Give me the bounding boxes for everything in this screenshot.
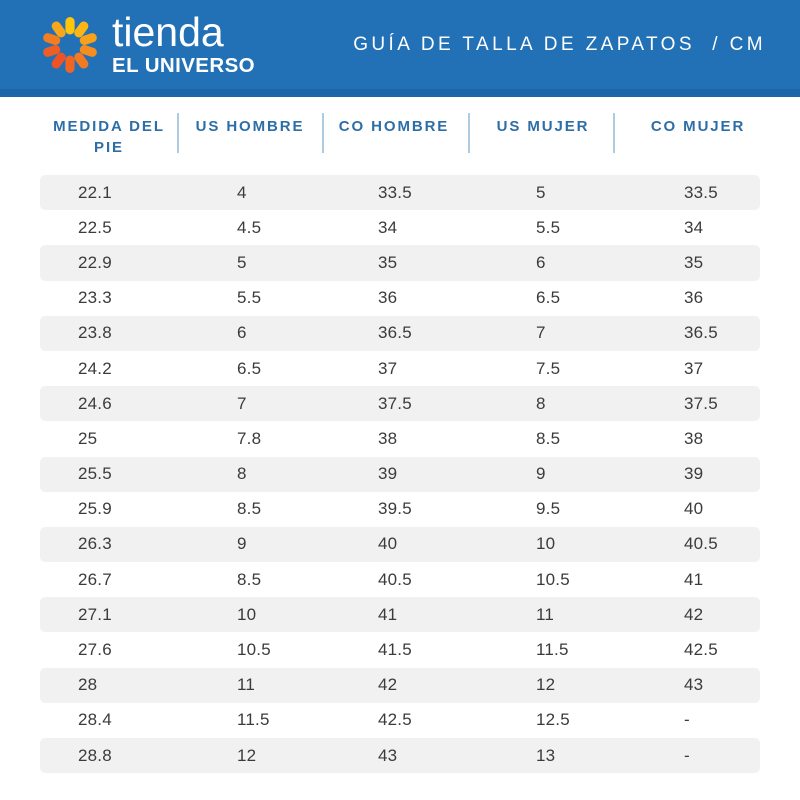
brand-text bbox=[112, 9, 255, 78]
table-cell: 5.5 bbox=[536, 217, 561, 237]
column-header-co-hombre: CO HOMBRE bbox=[338, 118, 450, 135]
table-row bbox=[40, 175, 760, 210]
table-cell: 34 bbox=[684, 217, 704, 237]
table-row bbox=[40, 527, 760, 562]
table-cell: 6.5 bbox=[536, 288, 561, 308]
table-row bbox=[40, 597, 760, 632]
table-row bbox=[40, 457, 760, 492]
table-cell: 42 bbox=[378, 675, 398, 695]
table-cell: 11 bbox=[536, 604, 555, 624]
table-cell: 8 bbox=[536, 393, 546, 413]
table-cell: 8.5 bbox=[237, 569, 262, 589]
table-cell: 25 bbox=[78, 428, 98, 448]
table-body bbox=[40, 175, 760, 773]
table-cell: 42.5 bbox=[684, 640, 718, 660]
table-row bbox=[40, 562, 760, 597]
table-cell: 9 bbox=[536, 464, 546, 484]
table-cell: 41 bbox=[378, 604, 398, 624]
table-cell: 38 bbox=[378, 428, 398, 448]
table-cell: 10.5 bbox=[536, 569, 570, 589]
table-cell: 10 bbox=[237, 604, 257, 624]
page-title: GUÍA DE TALLA DE ZAPATOS / CM bbox=[353, 33, 766, 55]
table-cell: 4 bbox=[237, 182, 247, 202]
table-cell: 35 bbox=[684, 252, 704, 272]
table-cell: 5 bbox=[536, 182, 546, 202]
column-divider bbox=[177, 113, 179, 153]
table-cell: 39 bbox=[684, 464, 704, 484]
table-cell: 42.5 bbox=[378, 710, 412, 730]
table-cell: 36.5 bbox=[684, 323, 718, 343]
table-cell: 12 bbox=[237, 745, 257, 765]
table-cell: 40.5 bbox=[378, 569, 412, 589]
table-cell: 11.5 bbox=[536, 640, 569, 660]
table-cell: 7.8 bbox=[237, 428, 262, 448]
table-cell: 10.5 bbox=[237, 640, 271, 660]
table-cell: 35 bbox=[378, 252, 398, 272]
table-row bbox=[40, 738, 760, 773]
table-cell: 9 bbox=[237, 534, 247, 554]
table-cell: 8.5 bbox=[536, 428, 561, 448]
table-cell: 41 bbox=[684, 569, 704, 589]
table-cell: 12 bbox=[536, 675, 556, 695]
table-cell: 7 bbox=[237, 393, 247, 413]
table-cell: 43 bbox=[378, 745, 398, 765]
brand-subname: EL UNIVERSO bbox=[112, 54, 255, 78]
column-header-co-mujer: CO MUJER bbox=[650, 118, 746, 135]
table-row bbox=[40, 245, 760, 280]
table-cell: 23.8 bbox=[78, 323, 112, 343]
table-cell: 5 bbox=[237, 252, 247, 272]
brand-name: tienda bbox=[112, 9, 224, 56]
table-row bbox=[40, 703, 760, 738]
table-cell: 7.5 bbox=[536, 358, 561, 378]
table-row bbox=[40, 668, 760, 703]
table-row bbox=[40, 210, 760, 245]
table-cell: 6 bbox=[237, 323, 247, 343]
table-cell: 28 bbox=[78, 675, 98, 695]
column-divider bbox=[613, 113, 615, 153]
table-cell: 4.5 bbox=[237, 217, 262, 237]
table-cell: 37.5 bbox=[684, 393, 718, 413]
table-cell: 12.5 bbox=[536, 710, 570, 730]
table-cell: 40 bbox=[378, 534, 398, 554]
table-cell: - bbox=[684, 710, 690, 730]
table-cell: 37 bbox=[378, 358, 398, 378]
table-cell: 7 bbox=[536, 323, 546, 343]
column-header-medida-del-pie: MEDIDA DEL PIE bbox=[53, 118, 165, 156]
table-cell: 24.6 bbox=[78, 393, 112, 413]
table-cell: - bbox=[684, 745, 690, 765]
table-cell: 28.4 bbox=[78, 710, 112, 730]
table-cell: 39.5 bbox=[378, 499, 412, 519]
table-cell: 39 bbox=[378, 464, 398, 484]
table-cell: 38 bbox=[684, 428, 704, 448]
table-cell: 8.5 bbox=[237, 499, 262, 519]
table-cell: 24.2 bbox=[78, 358, 112, 378]
table-cell: 40 bbox=[684, 499, 704, 519]
table-row bbox=[40, 281, 760, 316]
table-cell: 37.5 bbox=[378, 393, 412, 413]
table-row bbox=[40, 492, 760, 527]
table-cell: 10 bbox=[536, 534, 556, 554]
brand-logo bbox=[40, 9, 255, 78]
table-cell: 26.7 bbox=[78, 569, 112, 589]
table-cell: 23.3 bbox=[78, 288, 112, 308]
column-header-us-hombre: US HOMBRE bbox=[195, 118, 305, 135]
column-divider bbox=[322, 113, 324, 153]
table-cell: 22.9 bbox=[78, 252, 112, 272]
table-cell: 36 bbox=[684, 288, 704, 308]
table-cell: 36 bbox=[378, 288, 398, 308]
table-header-row bbox=[40, 111, 760, 158]
table-cell: 25.5 bbox=[78, 464, 112, 484]
table-cell: 43 bbox=[684, 675, 704, 695]
table-cell: 41.5 bbox=[378, 640, 412, 660]
table-row bbox=[40, 351, 760, 386]
table-cell: 6.5 bbox=[237, 358, 262, 378]
table-cell: 11.5 bbox=[237, 710, 270, 730]
table-row bbox=[40, 386, 760, 421]
table-cell: 25.9 bbox=[78, 499, 112, 519]
sunburst-icon bbox=[40, 14, 100, 76]
table-cell: 22.5 bbox=[78, 217, 112, 237]
table-cell: 33.5 bbox=[378, 182, 412, 202]
table-cell: 26.3 bbox=[78, 534, 112, 554]
table-row bbox=[40, 632, 760, 667]
table-row bbox=[40, 316, 760, 351]
table-cell: 42 bbox=[684, 604, 704, 624]
table-row bbox=[40, 421, 760, 456]
column-divider bbox=[468, 113, 470, 153]
table-cell: 28.8 bbox=[78, 745, 112, 765]
table-cell: 8 bbox=[237, 464, 247, 484]
table-cell: 9.5 bbox=[536, 499, 561, 519]
table-cell: 11 bbox=[237, 675, 256, 695]
column-header-us-mujer: US MUJER bbox=[496, 118, 590, 135]
table-cell: 33.5 bbox=[684, 182, 718, 202]
table-cell: 27.6 bbox=[78, 640, 112, 660]
top-banner bbox=[0, 0, 800, 97]
table-cell: 34 bbox=[378, 217, 398, 237]
table-cell: 40.5 bbox=[684, 534, 718, 554]
table-cell: 37 bbox=[684, 358, 704, 378]
table-cell: 22.1 bbox=[78, 182, 112, 202]
table-cell: 13 bbox=[536, 745, 556, 765]
table-cell: 36.5 bbox=[378, 323, 412, 343]
table-cell: 6 bbox=[536, 252, 546, 272]
table-cell: 27.1 bbox=[78, 604, 112, 624]
table-cell: 5.5 bbox=[237, 288, 262, 308]
